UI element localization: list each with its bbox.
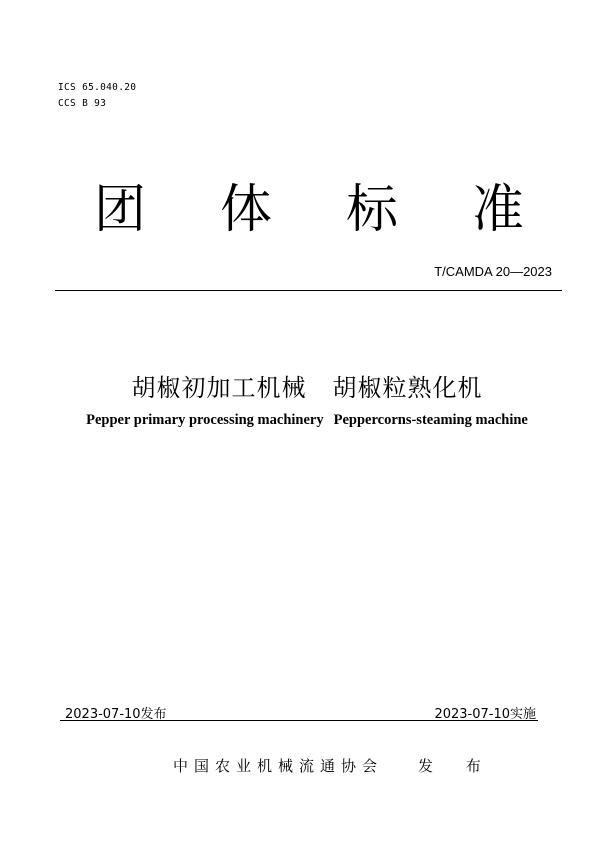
ccs-code: CCS B 93 xyxy=(58,98,107,109)
title-english xyxy=(0,412,614,429)
publish-date: 2023-07-10发布 xyxy=(65,707,167,722)
doc-type-char: 准 xyxy=(471,180,524,240)
standard-number: T/CAMDA 20—2023 xyxy=(434,264,552,279)
ics-code: ICS 65.040.20 xyxy=(58,82,137,93)
doc-type-char: 体 xyxy=(219,180,272,240)
doc-type-char: 团 xyxy=(94,180,147,240)
document-type-heading xyxy=(94,180,524,240)
bottom-divider xyxy=(60,720,538,721)
publisher-name: 中国农业机械流通协会 xyxy=(173,757,384,775)
effective-date: 2023-07-10实施 xyxy=(434,707,536,722)
top-divider xyxy=(55,290,562,291)
title-en-part2: Peppercorns-steaming machine xyxy=(333,412,528,428)
title-cn-part2: 胡椒粒熟化机 xyxy=(332,374,483,402)
publish-label: 发 布 xyxy=(418,757,495,775)
title-chinese xyxy=(0,368,614,403)
title-cn-part1: 胡椒初加工机械 xyxy=(131,374,307,402)
title-en-part1: Pepper primary processing machinery xyxy=(86,412,324,428)
doc-type-char: 标 xyxy=(345,180,398,240)
